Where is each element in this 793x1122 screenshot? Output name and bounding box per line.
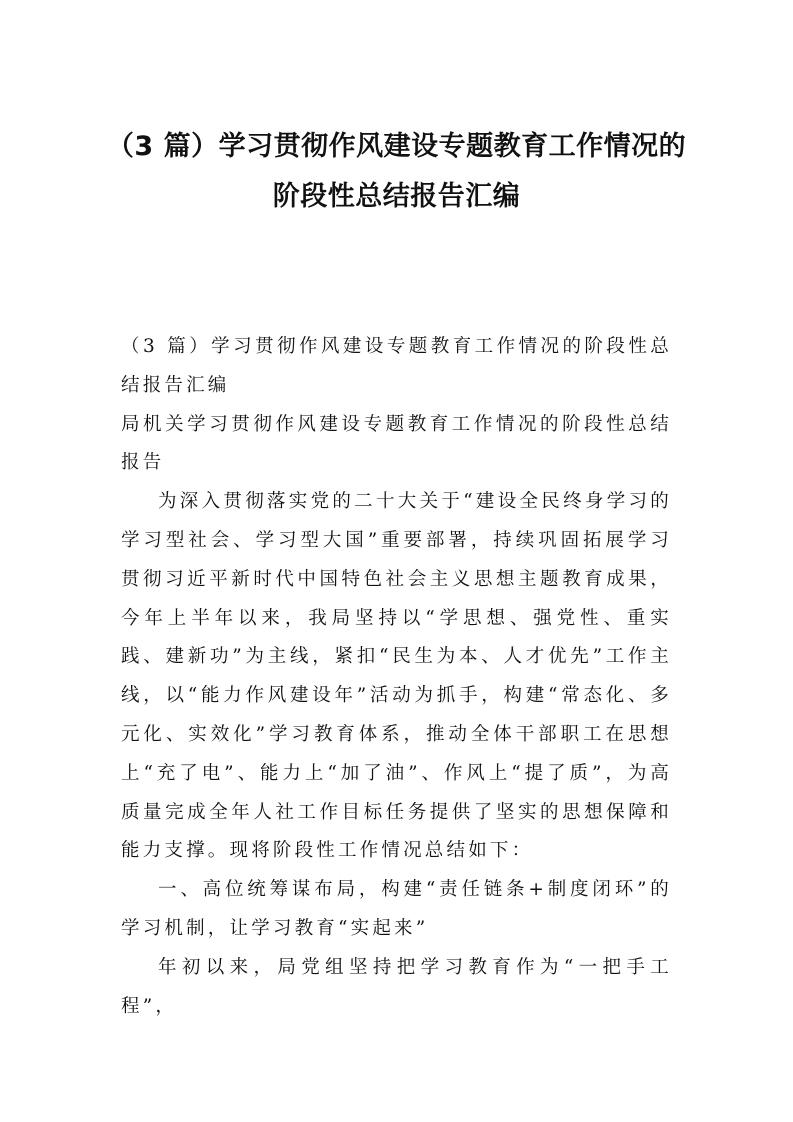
- intro-paragraph: 为深入贯彻落实党的二十大关于“建设全民终身学习的学习型社会、学习型大国”重要部署，持续巩固拓展学习贯彻习近平新时代中国特色社会主义思想主题教育成果，今年上半年以来，我局坚持以“学思想、强党性、重实践、建新功”为主线，紧扣“民生为本、人才优先”工作主线，以“能力作风建设年”活动为抓手，构建“常态化、多元化、实效化”学习教育体系，推动全体干部职工在思想上“充了电”、能力上“加了油”、作风上“提了质”，为高质量完成全年人社工作目标任务提供了坚实的思想保障和能力支撑。现将阶段性工作情况总结如下：: [121, 491, 672, 862]
- report-heading: 局机关学习贯彻作风建设专题教育工作情况的阶段性总结报告: [121, 413, 672, 474]
- section-one-paragraph: 年初以来，局党组坚持把学习教育作为“一把手工程”，: [121, 956, 672, 1017]
- document-title: （3 篇）学习贯彻作风建设专题教育工作情况的阶段性总结报告汇编: [106, 131, 687, 212]
- section-one-heading: 一、高位统筹谋布局，构建“责任链条+制度闭环”的学习机制，让学习教育“实起来”: [121, 879, 672, 939]
- collection-heading: （3 篇）学习贯彻作风建设专题教育工作情况的阶段性总结报告汇编: [121, 336, 672, 396]
- document-body: [121, 328, 672, 1026]
